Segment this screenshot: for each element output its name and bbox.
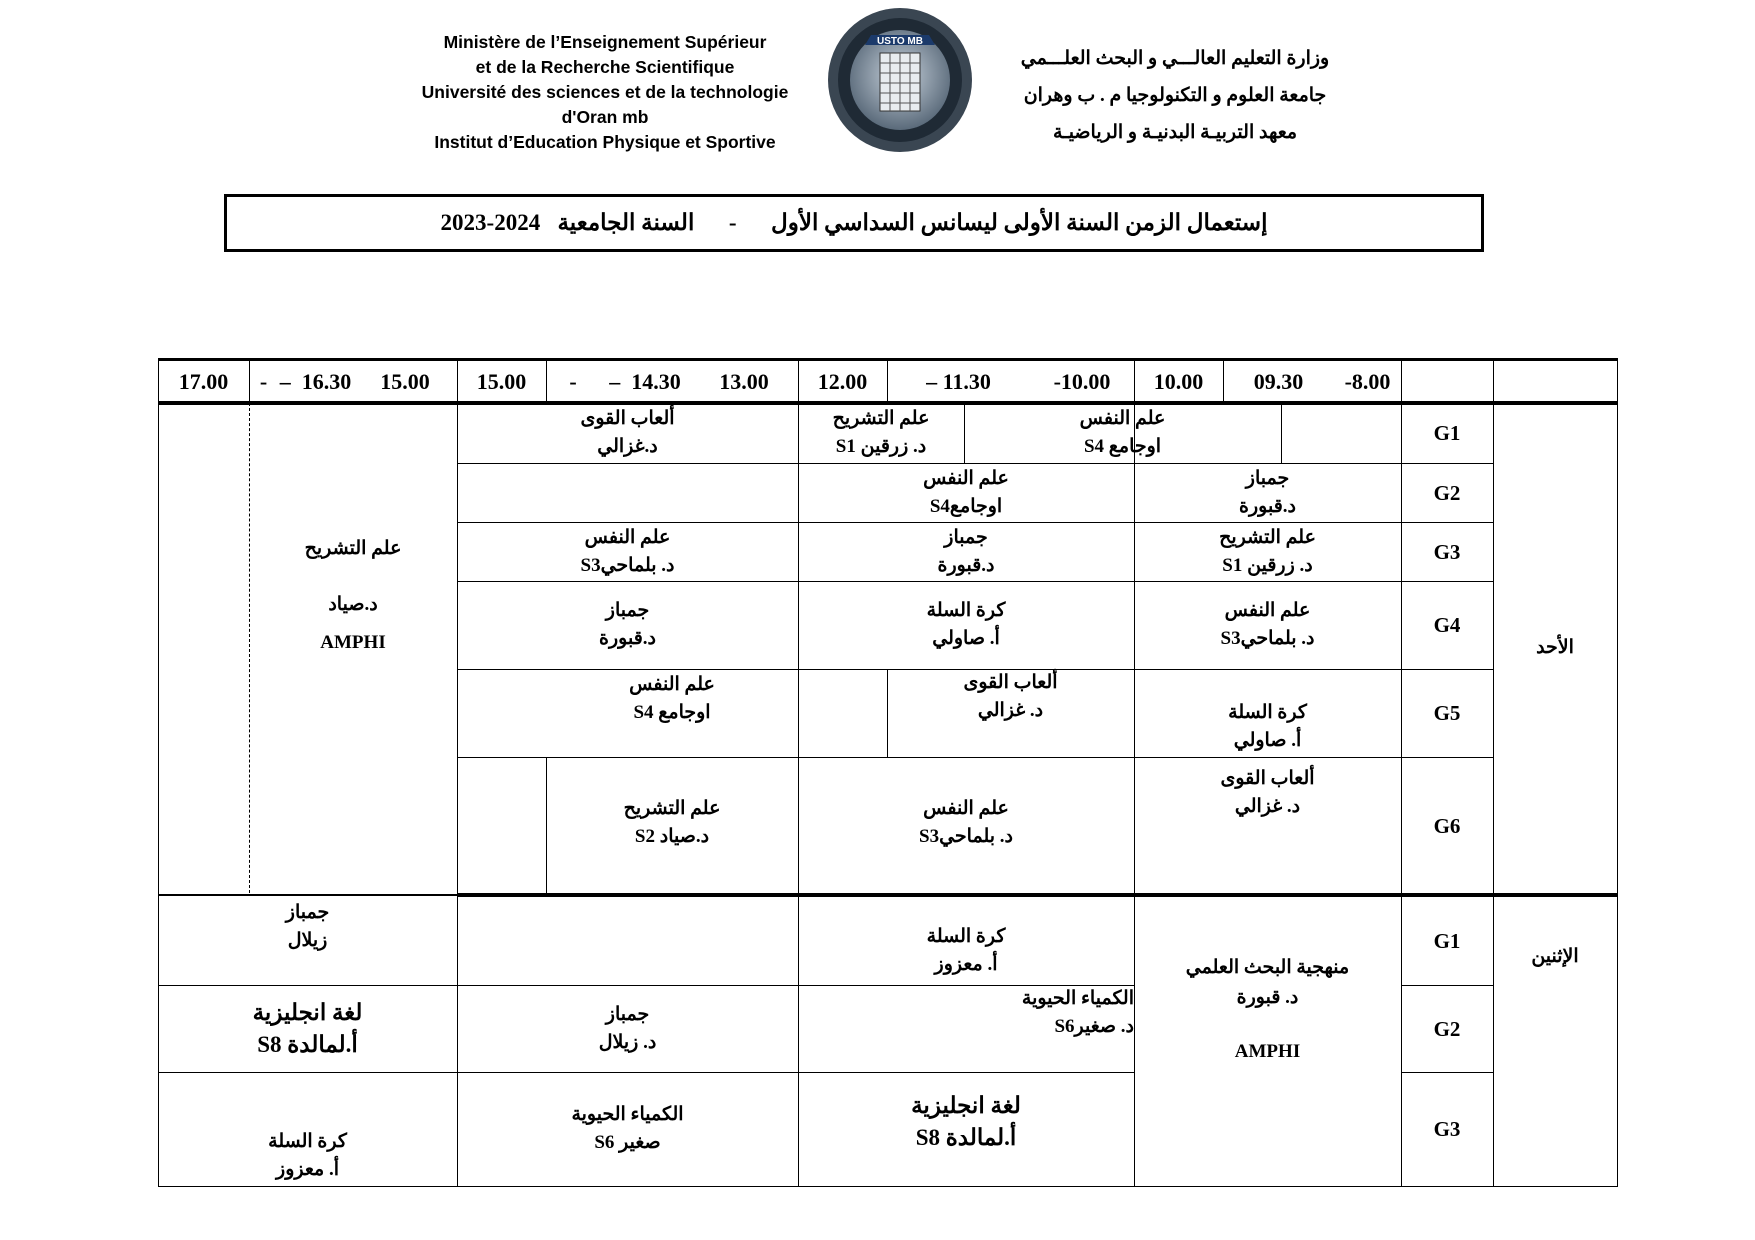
header-fr-line-3: Université des sciences et de la technologie: [421, 82, 789, 102]
session-cell: علم النفس اوجامع S4: [1079, 408, 1166, 457]
session-cell: الكمياء الحيوية صغير S6: [571, 1104, 684, 1153]
session-cell: جمباز زيلال: [285, 902, 330, 951]
time-mid-2: – 11.30: [926, 369, 991, 394]
session-cell: ألعاب القوى د.غزالي: [580, 408, 675, 457]
session-anatomy-amphi: علم التشريح د.صياد AMPHI: [304, 538, 402, 653]
session-cell: كرة السلة أ. معزوز: [268, 1131, 347, 1180]
session-cell: لغة انجليزية أ.لمالدة S8: [911, 1093, 1021, 1150]
session-cell: علم النفس د. بلماحيS3: [919, 798, 1013, 847]
time-mid-3: – 14.30: [609, 369, 681, 394]
group-label: G2: [1433, 1016, 1461, 1041]
time-dash-4: -: [259, 369, 268, 394]
title-part-2: السنة الجامعية: [557, 210, 695, 235]
title-year: 2023-2024: [440, 210, 541, 235]
header-fr-line-4: d'Oran mb: [561, 107, 649, 127]
time-start-4: 15.00: [380, 369, 430, 394]
session-cell: علم التشريح د. زرقين S1: [1219, 526, 1316, 576]
group-label: G5: [1433, 701, 1461, 725]
time-start-1: -8.00: [1344, 369, 1391, 394]
session-cell: جمباز د.قبورة: [599, 600, 656, 649]
time-mid-1: 09.30: [1253, 369, 1304, 394]
session-cell: الكمياء الحيوية د. صغيرS6: [1021, 988, 1134, 1037]
header-ar-line-2: جامعة العلوم و التكنولوجيا م . ب وهران: [1023, 85, 1327, 106]
session-cell: علم التشريح د.صياد S2: [623, 798, 721, 847]
title-separator: -: [728, 210, 737, 235]
session-cell: ألعاب القوى د. غزالي: [963, 672, 1058, 721]
time-end-1: 10.00: [1153, 369, 1204, 394]
session-cell: لغة انجليزية أ.لمالدة S8: [252, 999, 363, 1057]
session-cell: كرة السلة أ. معزوز: [926, 926, 1006, 975]
session-cell: جمباز د.قبورة: [937, 526, 995, 576]
session-cell: كرة السلة أ. صاولي: [926, 600, 1006, 649]
session-cell: علم النفس اوجامعS4: [923, 467, 1009, 517]
session-cell: ألعاب القوى د. غزالي: [1220, 768, 1315, 817]
group-label: G3: [1433, 539, 1461, 564]
logo-text: USTO MB: [877, 36, 923, 47]
time-end-2: 12.00: [817, 369, 868, 394]
group-label: G3: [1433, 1117, 1461, 1141]
time-start-2: -10.00: [1053, 369, 1111, 394]
group-label: G1: [1433, 421, 1461, 445]
title-part-1: إستعمال الزمن السنة الأولى ليسانس السداسي الأول: [771, 210, 1268, 235]
header-fr-line-5: Institut d’Education Physique et Sportive: [434, 132, 776, 152]
session-cell: جمباز د. زيلال: [598, 1003, 657, 1053]
group-label: G6: [1433, 814, 1461, 838]
day-monday: الإثنين: [1531, 946, 1579, 967]
time-dash-3: -: [569, 369, 577, 394]
time-end-3: 15.00: [476, 369, 527, 394]
time-start-3: 13.00: [719, 369, 769, 394]
day-sunday: الأحد: [1536, 637, 1574, 658]
time-mid-4: – 16.30: [279, 369, 352, 394]
session-cell: علم التشريح د. زرقين S1: [832, 408, 930, 457]
group-label: G1: [1433, 929, 1461, 953]
session-cell: جمباز د.قبورة: [1239, 467, 1296, 517]
group-label: G2: [1433, 480, 1461, 505]
header-ar-line-1: وزارة التعليم العالـــي و البحث العلـــمي: [1020, 48, 1330, 69]
header-ar-line-3: معهد التربيـة البدنيـة و الرياضيـة: [1052, 122, 1298, 143]
session-cell: علم النفس د. بلماحيS3: [580, 526, 675, 576]
header-fr-line-2: et de la Recherche Scientifique: [475, 57, 735, 77]
session-cell: علم النفس د. بلماحيS3: [1220, 600, 1315, 649]
session-cell: كرة السلة أ. صاولي: [1228, 702, 1307, 751]
header-fr-line-1: Ministère de l’Enseignement Supérieur: [443, 32, 767, 52]
group-label: G4: [1433, 613, 1461, 637]
session-research-methodology: منهجية البحث العلمي د. قبورة AMPHI: [1185, 957, 1350, 1062]
time-end-4: 17.00: [178, 369, 229, 394]
session-cell: علم النفس اوجامع S4: [629, 674, 715, 723]
